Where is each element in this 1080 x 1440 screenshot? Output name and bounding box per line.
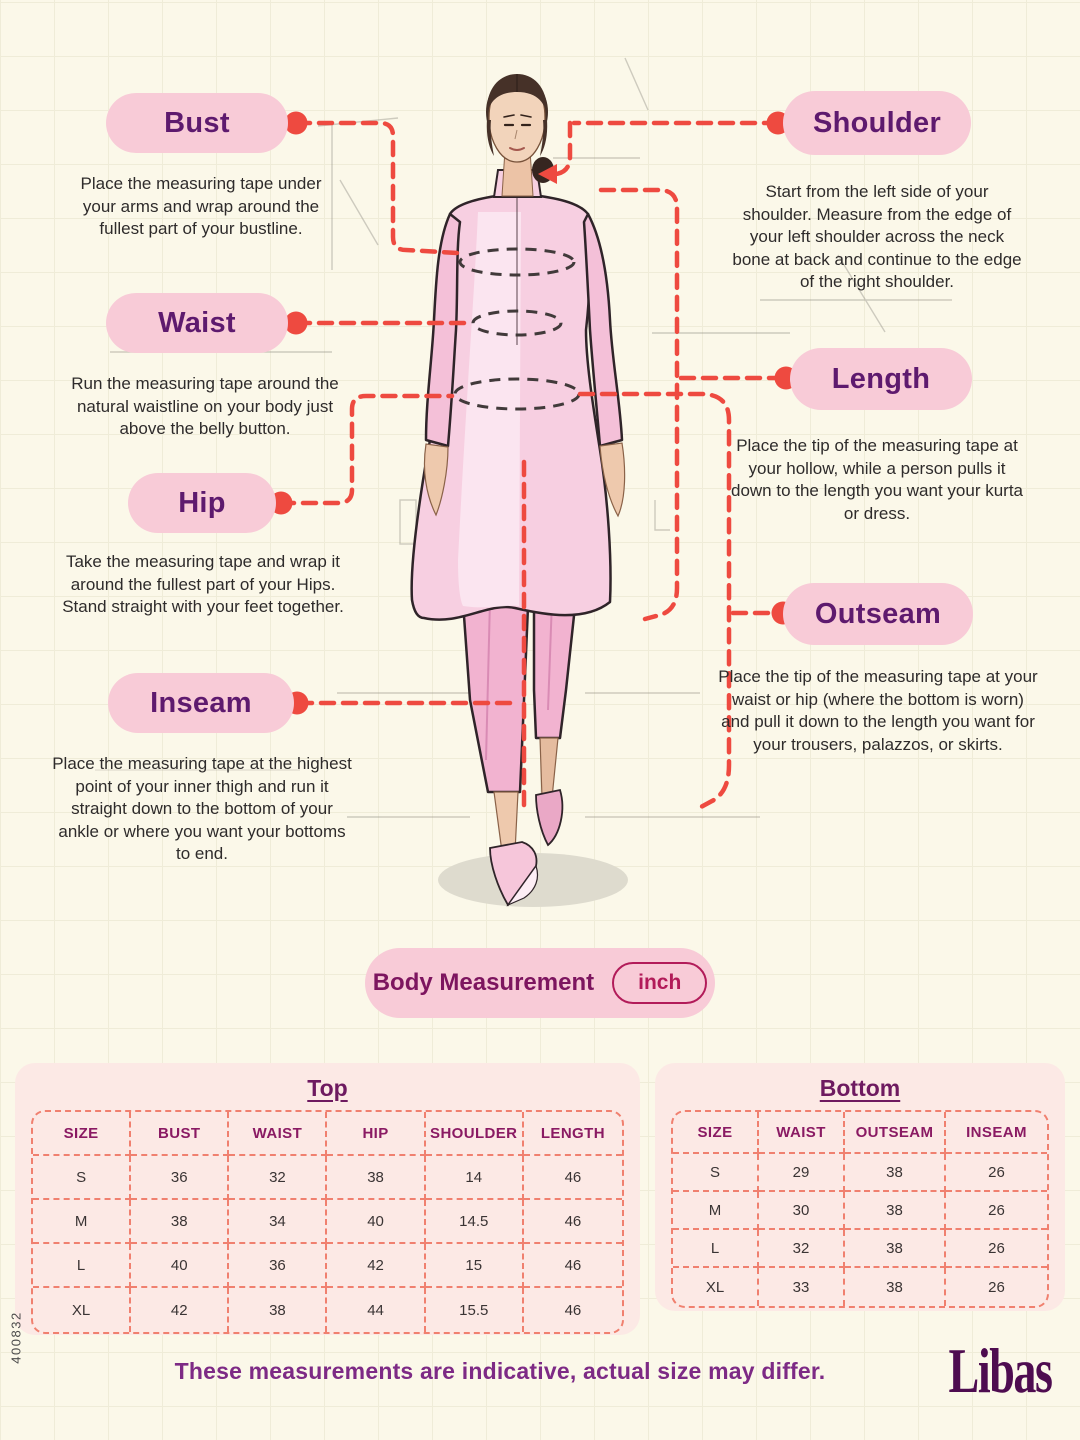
column-header: SIZE — [673, 1112, 759, 1154]
body-measurement-pill — [365, 948, 715, 1018]
value-cell: 46 — [524, 1200, 622, 1244]
value-cell: 42 — [327, 1244, 425, 1288]
value-cell: 40 — [131, 1244, 229, 1288]
hip-description: Take the measuring tape and wrap it around the fullest part of your Hips. Stand straight with your feet together. — [62, 552, 344, 617]
product-code: 400832 — [8, 1311, 24, 1364]
column-header: BUST — [131, 1112, 229, 1156]
value-cell: 38 — [327, 1156, 425, 1200]
bottom-size-panel — [655, 1063, 1065, 1311]
size-cell: S — [673, 1154, 759, 1192]
bust-label-pill: Bust — [106, 93, 288, 153]
value-cell: 34 — [229, 1200, 327, 1244]
top-size-table — [31, 1110, 624, 1334]
size-cell: M — [33, 1200, 131, 1244]
shoulder-arrow-line — [556, 123, 570, 174]
value-cell: 26 — [946, 1230, 1047, 1268]
value-cell: 33 — [759, 1268, 845, 1306]
value-cell: 30 — [759, 1192, 845, 1230]
value-cell: 42 — [131, 1288, 229, 1332]
length-description: Place the tip of the measuring tape at your hollow, while a person pulls it down to the length you want your kurta or dress. — [730, 436, 1023, 523]
value-cell: 26 — [988, 1278, 1005, 1296]
brand-logo: Libas — [948, 1335, 1052, 1406]
value-cell: 36 — [131, 1156, 229, 1200]
size-cell: XL — [673, 1268, 759, 1306]
outseam-label-pill: Outseam — [783, 583, 973, 645]
value-cell: 46 — [524, 1156, 622, 1200]
column-header: WAIST — [759, 1112, 845, 1154]
value-cell: 46 — [564, 1301, 582, 1319]
top-table-title: Top — [307, 1075, 348, 1101]
outseam-description: Place the tip of the measuring tape at your waist or hip (where the bottom is worn) and pull it down to the length you want for your trousers, palazzos, or skirts. — [718, 667, 1038, 754]
value-cell: 36 — [229, 1244, 327, 1288]
value-cell: 14 — [426, 1156, 524, 1200]
column-header: SHOULDER — [426, 1112, 524, 1156]
waist-description: Run the measuring tape around the natural waistline on your body just above the belly button. — [71, 374, 339, 439]
bust-description: Place the measuring tape under your arms and wrap around the fullest part of your bustline. — [80, 174, 322, 239]
value-cell: 44 — [327, 1288, 425, 1332]
shoulder-description: Start from the left side of your shoulder. Measure from the edge of your left shoulder across the neck bone at back and continue to the edge of the right shoulder. — [732, 182, 1022, 292]
unit-toggle-inch[interactable]: inch — [612, 962, 707, 1004]
shoulder-label-pill: Shoulder — [783, 91, 971, 155]
size-cell: S — [33, 1156, 131, 1200]
column-header: HIP — [327, 1112, 425, 1156]
column-header: OUTSEAM — [845, 1112, 946, 1154]
waist-label-pill: Waist — [106, 293, 288, 353]
value-cell: 15.5 — [426, 1288, 524, 1332]
value-cell: 38 — [131, 1200, 229, 1244]
size-cell: L — [33, 1244, 131, 1288]
top-size-panel — [15, 1063, 640, 1335]
value-cell: 40 — [327, 1200, 425, 1244]
bottom-table-title: Bottom — [819, 1075, 901, 1101]
body-measurement-label: Body Measurement — [372, 969, 595, 996]
size-cell: L — [673, 1230, 759, 1268]
value-cell: 38 — [845, 1154, 946, 1192]
value-cell: 32 — [759, 1230, 845, 1268]
length-label-pill: Length — [790, 348, 972, 410]
value-cell: 26 — [946, 1192, 1047, 1230]
column-header: WAIST — [229, 1112, 327, 1156]
value-cell: 46 — [524, 1244, 622, 1288]
value-cell: 32 — [229, 1156, 327, 1200]
column-header: LENGTH — [524, 1112, 622, 1156]
inseam-description: Place the measuring tape at the highest point of your inner thigh and run it straight down to the bottom of your ankle or where you want your bottoms to end. — [52, 754, 352, 864]
size-cell: XL — [33, 1288, 131, 1332]
column-header: INSEAM — [946, 1112, 1047, 1154]
disclaimer-text: These measurements are indicative, actual size may differ. — [174, 1358, 826, 1384]
value-cell: 38 — [845, 1192, 946, 1230]
value-cell: 26 — [946, 1154, 1047, 1192]
value-cell: 38 — [845, 1230, 946, 1268]
value-cell: 38 — [229, 1288, 327, 1332]
value-cell: 15 — [426, 1244, 524, 1288]
value-cell: 38 — [845, 1268, 946, 1306]
size-cell: M — [673, 1192, 759, 1230]
value-cell: 29 — [759, 1154, 845, 1192]
inseam-label-pill: Inseam — [108, 673, 294, 733]
bottom-size-table — [671, 1110, 1049, 1308]
column-header: SIZE — [33, 1112, 131, 1156]
value-cell: 14.5 — [426, 1200, 524, 1244]
hip-label-pill: Hip — [128, 473, 276, 533]
